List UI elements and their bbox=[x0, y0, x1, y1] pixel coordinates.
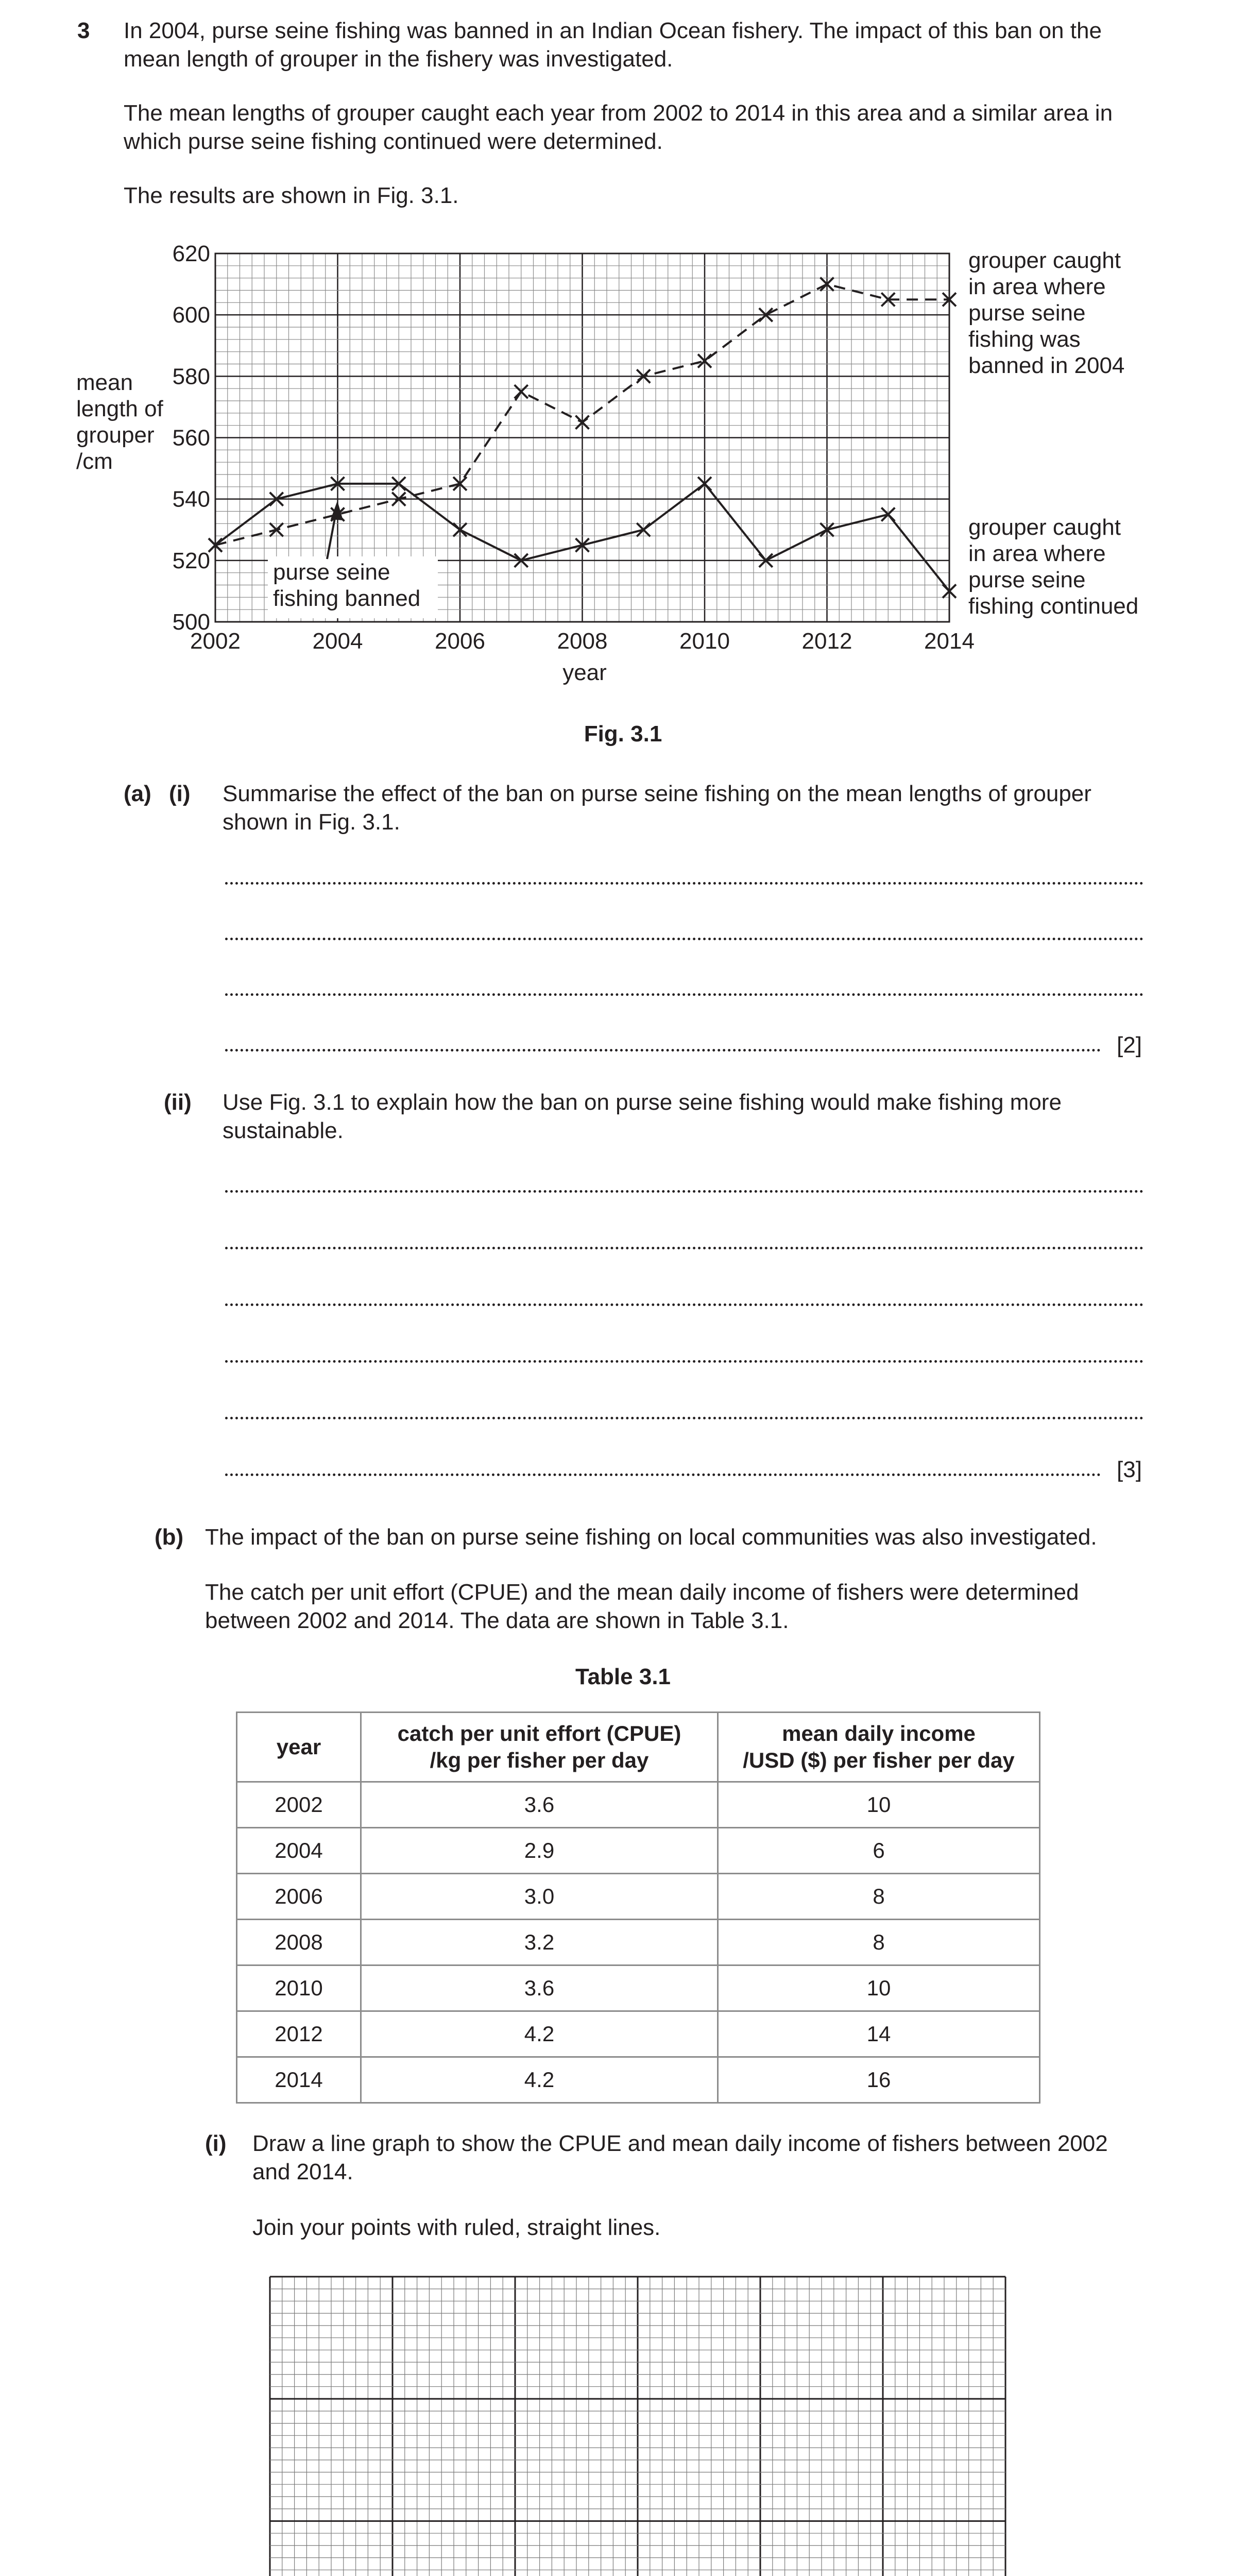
x-tick-label: 2014 bbox=[924, 629, 975, 654]
table-row bbox=[237, 1920, 1040, 1965]
legend-continued-line: in area where bbox=[968, 541, 1106, 566]
answer-line[interactable] bbox=[225, 1303, 1143, 1306]
annotation-line: fishing banned bbox=[273, 586, 421, 611]
intro-paragraph-2: The mean lengths of grouper caught each year from 2002 to 2014 in this area and a similar area in which purse seine fishing continued were determined. bbox=[124, 100, 1113, 154]
table-3-1 bbox=[236, 1711, 1040, 2104]
y-tick-label: 560 bbox=[172, 425, 210, 451]
part-b-i-instruction: Join your points with ruled, straight lines. bbox=[252, 2215, 661, 2240]
x-tick-label: 2012 bbox=[801, 629, 852, 654]
table-cell: 16 bbox=[718, 2057, 1040, 2103]
answer-line[interactable] bbox=[225, 938, 1143, 940]
y-tick-label: 540 bbox=[172, 486, 210, 512]
y-axis-label-line: mean bbox=[76, 370, 133, 395]
x-tick-label: 2008 bbox=[557, 629, 608, 654]
part-b-text-2: The catch per unit effort (CPUE) and the mean daily income of fishers were determined between 2002 and 2014. The data are shown in Table 3.1. bbox=[205, 1580, 1079, 1633]
answer-line[interactable] bbox=[225, 1360, 1143, 1363]
table-header-row bbox=[237, 1713, 1040, 1782]
intro-paragraph-1: In 2004, purse seine fishing was banned in an Indian Ocean fishery. The impact of this ban on the mean length of grouper in the fishery was investigated. bbox=[124, 18, 1102, 72]
y-axis-label-line: length of bbox=[76, 396, 163, 421]
table-title: Table 3.1 bbox=[575, 1664, 671, 1689]
legend-banned-line: banned in 2004 bbox=[968, 353, 1125, 378]
part-a-label: (a) bbox=[124, 781, 151, 806]
part-a-i-text: Summarise the effect of the ban on purse seine fishing on the mean lengths of grouper shown in Fig. 3.1. bbox=[223, 781, 1091, 835]
legend-banned-line: grouper caught bbox=[968, 248, 1121, 273]
x-tick-label: 2002 bbox=[190, 629, 241, 654]
y-axis-label-line: grouper bbox=[76, 422, 155, 448]
question-number: 3 bbox=[77, 18, 90, 43]
part-b-i-text: Draw a line graph to show the CPUE and mean daily income of fishers between 2002 and 2014. bbox=[252, 2131, 1108, 2184]
answer-line[interactable] bbox=[225, 1190, 1143, 1193]
table-cell: 10 bbox=[718, 1782, 1040, 1828]
y-tick-label: 620 bbox=[172, 241, 210, 266]
legend-banned-line: purse seine bbox=[968, 300, 1086, 326]
table-cell: 2004 bbox=[237, 1828, 361, 1874]
table-header-cpue: catch per unit effort (CPUE) /kg per fisher per day bbox=[361, 1713, 718, 1782]
figure-3-1-chart bbox=[0, 227, 1246, 701]
answer-line[interactable] bbox=[225, 1049, 1101, 1052]
table-cell: 4.2 bbox=[361, 2057, 718, 2103]
table-cell: 10 bbox=[718, 1965, 1040, 2011]
table-row bbox=[237, 2057, 1040, 2103]
part-b-i-label: (i) bbox=[205, 2131, 227, 2156]
table-cell: 8 bbox=[718, 1920, 1040, 1965]
table-cell: 3.6 bbox=[361, 1782, 718, 1828]
part-a-i-label: (i) bbox=[169, 781, 191, 806]
table-header-income: mean daily income /USD ($) per fisher per day bbox=[718, 1713, 1040, 1782]
figure-caption: Fig. 3.1 bbox=[584, 721, 662, 747]
table-cell: 2006 bbox=[237, 1874, 361, 1920]
legend-continued-line: purse seine bbox=[968, 567, 1086, 592]
table-cell: 8 bbox=[718, 1874, 1040, 1920]
answer-line[interactable] bbox=[225, 882, 1143, 885]
answer-line[interactable] bbox=[225, 1417, 1143, 1419]
marks-a-i: [2] bbox=[1117, 1032, 1142, 1058]
table-cell: 3.6 bbox=[361, 1965, 718, 2011]
answer-line[interactable] bbox=[225, 1247, 1143, 1249]
x-tick-label: 2010 bbox=[679, 629, 730, 654]
table-row bbox=[237, 1874, 1040, 1920]
table-cell: 2008 bbox=[237, 1920, 361, 1965]
ban-annotation bbox=[268, 501, 438, 618]
table-row bbox=[237, 1782, 1040, 1828]
part-b-text-1: The impact of the ban on purse seine fishing on local communities was also investigated. bbox=[205, 1524, 1097, 1550]
table-cell: 2012 bbox=[237, 2011, 361, 2057]
intro-paragraph-3: The results are shown in Fig. 3.1. bbox=[124, 183, 459, 208]
marks-a-ii: [3] bbox=[1117, 1457, 1142, 1482]
table-cell: 3.2 bbox=[361, 1920, 718, 1965]
x-axis-label: year bbox=[562, 660, 607, 685]
part-a-ii-label: (ii) bbox=[164, 1090, 192, 1115]
chart-y-axis-label bbox=[76, 370, 164, 474]
y-tick-label: 600 bbox=[172, 302, 210, 328]
legend-continued-line: fishing continued bbox=[968, 594, 1139, 619]
part-b-label: (b) bbox=[155, 1524, 184, 1550]
table-row bbox=[237, 1828, 1040, 1874]
table-cell: 6 bbox=[718, 1828, 1040, 1874]
y-tick-label: 520 bbox=[172, 548, 210, 573]
y-tick-label: 500 bbox=[172, 609, 210, 635]
legend-banned-line: fishing was bbox=[968, 327, 1081, 352]
blank-graph-grid[interactable] bbox=[267, 2274, 1009, 2576]
x-tick-label: 2006 bbox=[435, 629, 485, 654]
table-cell: 2014 bbox=[237, 2057, 361, 2103]
legend-continued-line: grouper caught bbox=[968, 515, 1121, 540]
table-row bbox=[237, 2011, 1040, 2057]
table-cell: 4.2 bbox=[361, 2011, 718, 2057]
table-cell: 2010 bbox=[237, 1965, 361, 2011]
annotation-line: purse seine bbox=[273, 560, 390, 585]
table-cell: 2.9 bbox=[361, 1828, 718, 1874]
table-header-year: year bbox=[237, 1713, 361, 1782]
part-a-ii-text: Use Fig. 3.1 to explain how the ban on purse seine fishing would make fishing more sustainable. bbox=[223, 1090, 1062, 1143]
legend-banned bbox=[968, 248, 1124, 378]
y-axis-label-line: /cm bbox=[76, 449, 113, 474]
legend-banned-line: in area where bbox=[968, 274, 1106, 299]
answer-line[interactable] bbox=[225, 1473, 1101, 1476]
table-cell: 2002 bbox=[237, 1782, 361, 1828]
x-tick-label: 2004 bbox=[312, 629, 363, 654]
table-row bbox=[237, 1965, 1040, 2011]
legend-continued bbox=[968, 515, 1138, 619]
table-cell: 3.0 bbox=[361, 1874, 718, 1920]
y-tick-label: 580 bbox=[172, 364, 210, 389]
table-cell: 14 bbox=[718, 2011, 1040, 2057]
answer-line[interactable] bbox=[225, 993, 1143, 996]
